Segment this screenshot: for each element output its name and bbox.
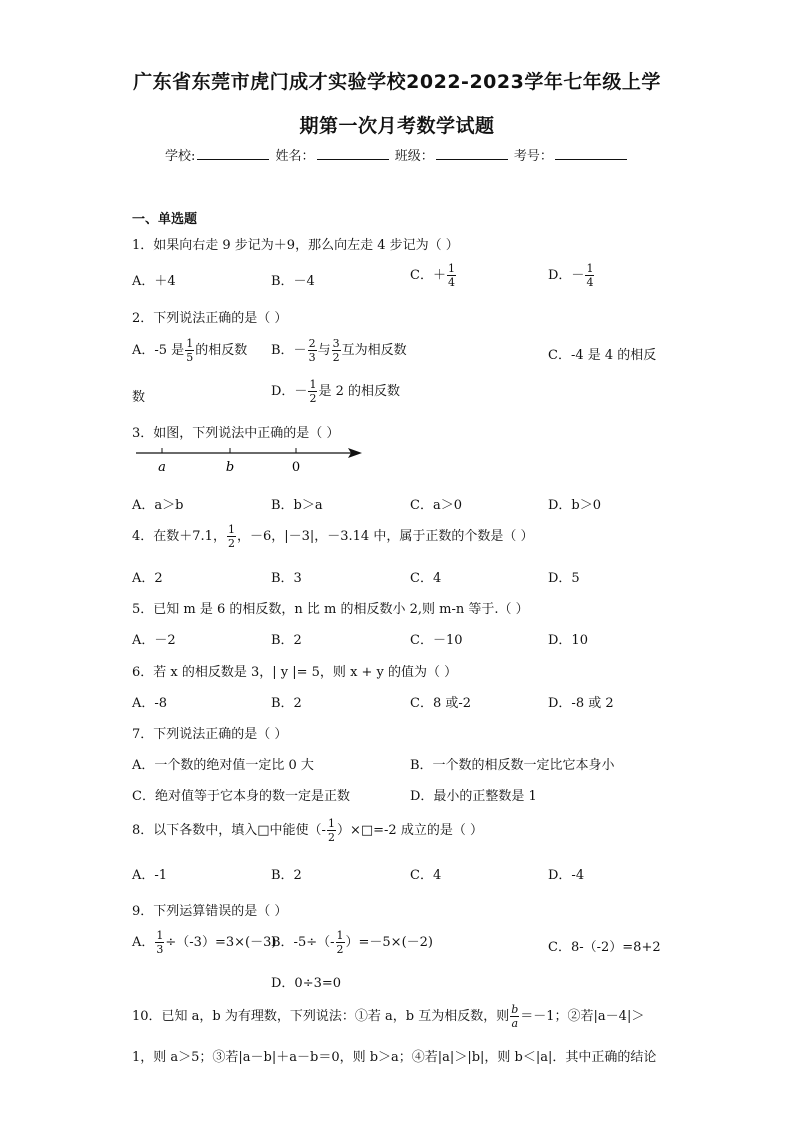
fraction: $\frac{b}{a}$ bbox=[511, 1003, 519, 1030]
q9-option-b[interactable] bbox=[271, 930, 433, 955]
number-label: 考号： bbox=[513, 149, 553, 164]
q9-option-d[interactable]: D．0÷3=0 bbox=[271, 976, 342, 991]
q3-option-b[interactable]: B．b＞a bbox=[271, 498, 323, 513]
text: B．－ bbox=[271, 343, 307, 358]
q7-option-a[interactable]: A．一个数的绝对值一定比 0 大 bbox=[132, 758, 314, 773]
q4-option-b[interactable]: B．3 bbox=[271, 571, 302, 586]
q2-option-c[interactable]: C．-4 是 4 的相反 bbox=[548, 348, 657, 363]
q2-option-b[interactable] bbox=[271, 338, 407, 363]
fraction: $\frac{1}{2}$ bbox=[336, 929, 344, 956]
label-0: 0 bbox=[291, 460, 301, 475]
question-5-stem: 5．已知 m 是 6 的相反数，n 比 m 的相反数小 2,则 m-n 等于.（ ） bbox=[132, 602, 529, 617]
q1-c-label: C．＋ bbox=[410, 268, 446, 283]
q3-option-a[interactable]: A．a＞b bbox=[132, 498, 184, 513]
q5-option-a[interactable]: A．－2 bbox=[132, 633, 176, 648]
q2-option-d[interactable] bbox=[271, 379, 400, 404]
q7-option-b[interactable]: B．一个数的相反数一定比它本身小 bbox=[410, 758, 615, 773]
q5-option-d[interactable]: D．10 bbox=[548, 633, 588, 648]
fraction: $\frac{1}{4}$ bbox=[586, 262, 594, 289]
text: 4．在数＋7.1， bbox=[132, 529, 226, 544]
text: 互为相反数 bbox=[341, 343, 407, 358]
label-a: a bbox=[158, 460, 166, 475]
question-8-stem bbox=[132, 818, 483, 843]
q3-option-d[interactable]: D．b＞0 bbox=[548, 498, 602, 513]
q1-option-a[interactable]: A．＋4 bbox=[132, 274, 176, 289]
text: A． bbox=[132, 935, 155, 950]
fraction: $\frac{1}{2}$ bbox=[309, 378, 317, 405]
q8-option-b[interactable]: B．2 bbox=[271, 868, 302, 883]
q8-option-c[interactable]: C．4 bbox=[410, 868, 442, 883]
fraction: $\frac{1}{5}$ bbox=[186, 337, 194, 364]
question-4-stem bbox=[132, 524, 533, 549]
name-field[interactable] bbox=[317, 147, 389, 160]
q1-d-label: D．－ bbox=[548, 268, 585, 283]
text: ）=－5×(－2) bbox=[345, 935, 433, 950]
text: ＝－1；②若|a－4|＞ bbox=[520, 1009, 645, 1024]
q3-option-c[interactable]: C．a＞0 bbox=[410, 498, 462, 513]
student-info-line bbox=[165, 145, 629, 164]
q5-option-b[interactable]: B．2 bbox=[271, 633, 302, 648]
text: 8．以下各数中，填入□中能使（- bbox=[132, 823, 326, 838]
label-b: b bbox=[225, 460, 235, 475]
q8-option-a[interactable]: A．-1 bbox=[132, 868, 168, 883]
q2-option-c-cont: 数 bbox=[132, 390, 146, 405]
number-line-figure bbox=[132, 443, 372, 479]
q9-option-c[interactable]: C．8-（-2）=8+2 bbox=[548, 940, 661, 955]
q8-option-d[interactable]: D．-4 bbox=[548, 868, 585, 883]
q6-option-c[interactable]: C．8 或-2 bbox=[410, 696, 472, 711]
school-field[interactable] bbox=[197, 147, 269, 160]
question-6-stem: 6．若 x 的相反数是 3，| y |= 5，则 x + y 的值为（ ） bbox=[132, 665, 458, 680]
question-3-stem: 3．如图，下列说法中正确的是（ ） bbox=[132, 426, 340, 441]
question-2-stem: 2．下列说法正确的是（ ） bbox=[132, 311, 288, 326]
q5-option-c[interactable]: C．－10 bbox=[410, 633, 463, 648]
fraction: $\frac{1}{4}$ bbox=[447, 262, 455, 289]
question-1-stem: 1．如果向右走 9 步记为＋9，那么向左走 4 步记为（ ） bbox=[132, 238, 459, 253]
question-9-stem: 9．下列运算错误的是（ ） bbox=[132, 904, 288, 919]
q1-option-d[interactable] bbox=[548, 263, 595, 288]
q4-option-c[interactable]: C．4 bbox=[410, 571, 442, 586]
school-label: 学校: bbox=[165, 149, 196, 164]
text: ，－6，|－3|，－3.14 中，属于正数的个数是（ ） bbox=[236, 529, 534, 544]
q6-option-d[interactable]: D．-8 或 2 bbox=[548, 696, 614, 711]
q4-option-a[interactable]: A．2 bbox=[132, 571, 163, 586]
text: 与 bbox=[317, 343, 331, 358]
question-10-line2: 1，则 a＞5；③若|a－b|＋a－b＝0，则 b＞a；④若|a|＞|b|，则 b＜|a|．其中正确的结论 bbox=[132, 1050, 657, 1065]
text: ÷（-3）=3×(－3) bbox=[165, 935, 277, 950]
class-label: 班级： bbox=[394, 149, 434, 164]
q6-option-a[interactable]: A．-8 bbox=[132, 696, 168, 711]
name-label: 姓名： bbox=[275, 149, 315, 164]
text: 的相反数 bbox=[195, 343, 248, 358]
fraction: $\frac{1}{2}$ bbox=[227, 523, 235, 550]
fraction: $\frac{3}{2}$ bbox=[332, 337, 340, 364]
text: 是 2 的相反数 bbox=[318, 384, 400, 399]
section-heading: 一、单选题 bbox=[132, 212, 198, 227]
q1-option-c[interactable] bbox=[410, 263, 457, 288]
q6-option-b[interactable]: B．2 bbox=[271, 696, 302, 711]
q9-option-a[interactable] bbox=[132, 930, 276, 955]
text: B．-5÷（- bbox=[271, 935, 335, 950]
page-title-line2: 期第一次月考数学试题 bbox=[299, 115, 495, 137]
question-10-line1 bbox=[132, 1004, 644, 1029]
q4-option-d[interactable]: D．5 bbox=[548, 571, 580, 586]
fraction: $\frac{2}{3}$ bbox=[308, 337, 316, 364]
q7-option-c[interactable]: C．绝对值等于它本身的数一定是正数 bbox=[132, 789, 350, 804]
q2-option-a[interactable] bbox=[132, 338, 247, 363]
page-title-line1: 广东省东莞市虎门成才实验学校2022-2023学年七年级上学 bbox=[133, 71, 661, 93]
number-field[interactable] bbox=[555, 147, 627, 160]
q1-option-b[interactable]: B．－4 bbox=[271, 274, 315, 289]
q7-option-d[interactable]: D．最小的正整数是 1 bbox=[410, 789, 537, 804]
text: ）×□=-2 成立的是（ ） bbox=[336, 823, 483, 838]
text: D．－ bbox=[271, 384, 308, 399]
text: A．-5 是 bbox=[132, 343, 185, 358]
fraction: $\frac{1}{3}$ bbox=[156, 929, 164, 956]
fraction: $\frac{1}{2}$ bbox=[327, 817, 335, 844]
class-field[interactable] bbox=[436, 147, 508, 160]
question-7-stem: 7．下列说法正确的是（ ） bbox=[132, 727, 288, 742]
text: 10．已知 a，b 为有理数，下列说法：①若 a，b 互为相反数，则 bbox=[132, 1009, 510, 1024]
